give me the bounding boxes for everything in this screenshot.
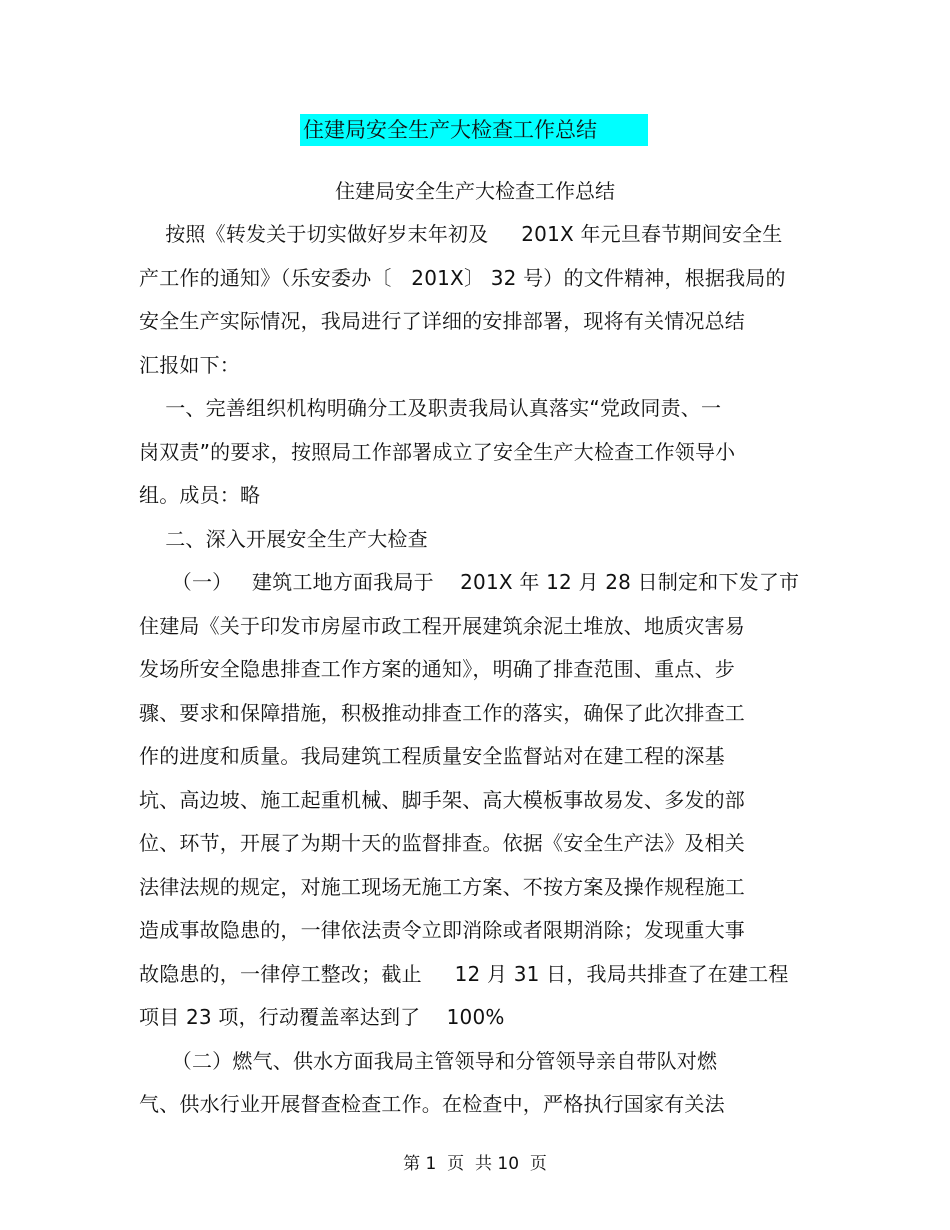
document-subtitle: 住建局安全生产大检查工作总结 bbox=[335, 179, 615, 203]
body-line: 作的进度和质量。我局建筑工程质量安全监督站对在建工程的深基 bbox=[139, 744, 725, 768]
body-line: 组。成员：略 bbox=[139, 483, 261, 507]
body-line: 造成事故隐患的，一律依法责令立即消除或者限期消除；发现重大事 bbox=[139, 918, 745, 942]
body-line: 坑、高边坡、施工起重机械、脚手架、高大模板事故易发、多发的部 bbox=[139, 787, 745, 812]
body-line: 产工作的通知》（乐安委办〔 201X〕 32 号）的文件精神，根据我局的 bbox=[139, 265, 786, 290]
body-line: 一、完善组织机构明确分工及职责我局认真落实“党政同责、一 bbox=[139, 396, 722, 420]
body-line: 安全生产实际情况，我局进行了详细的安排部署，现将有关情况总结 bbox=[139, 309, 745, 333]
body-line: 二、深入开展安全生产大检查 bbox=[139, 526, 428, 551]
document-title: 住建局安全生产大检查工作总结 bbox=[300, 114, 648, 146]
page-footer: 第 1 页 共 10 页 bbox=[403, 1154, 547, 1174]
body-line: 发场所安全隐患排查工作方案的通知》，明确了排查范围、重点、步 bbox=[139, 657, 735, 681]
body-line: 汇报如下： bbox=[139, 352, 240, 377]
body-line: 按照《转发关于切实做好岁末年初及 201X 年元旦春节期间安全生 bbox=[139, 222, 783, 246]
body-line: 故隐患的，一律停工整改；截止 12 月 31 日，我局共排查了在建工程 bbox=[139, 961, 789, 986]
body-line: （二）燃气、供水方面我局主管领导和分管领导亲自带队对燃 bbox=[139, 1048, 718, 1073]
body-line: 住建局《关于印发市房屋市政工程开展建筑余泥土堆放、地质灾害易 bbox=[139, 613, 745, 638]
body-line: 法律法规的规定，对施工现场无施工方案、不按方案及操作规程施工 bbox=[139, 874, 745, 899]
body-line: 骤、要求和保障措施，积极推动排查工作的落实，确保了此次排查工 bbox=[139, 700, 745, 725]
body-line: 项目 23 项，行动覆盖率达到了 100% bbox=[139, 1005, 505, 1029]
body-line: 气、供水行业开展督查检查工作。在检查中，严格执行国家有关法 bbox=[139, 1092, 725, 1116]
body-text bbox=[139, 219, 819, 1133]
body-line: 位、环节，开展了为期十天的监督排查。依据《安全生产法》及相关 bbox=[139, 831, 745, 855]
body-line: （一） 建筑工地方面我局于 201X 年 12 月 28 日制定和下发了市 bbox=[139, 570, 800, 594]
body-line: 岗双责”的要求，按照局工作部署成立了安全生产大检查工作领导小 bbox=[139, 439, 736, 464]
